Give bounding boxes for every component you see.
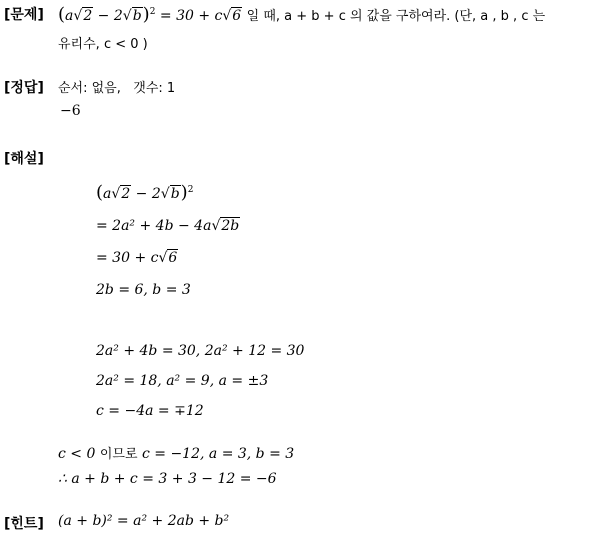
solution-line-9: ∴ a + b + c = 3 + 3 − 12 = −6 — [58, 471, 277, 487]
solution-line-2-rad: 2b — [221, 218, 240, 234]
solution-line-8 — [58, 443, 294, 462]
solution-line-4: 2b = 6, b = 3 — [96, 282, 191, 298]
solution-line-1: $(a√2 - 2√b)^2$ — [96, 182, 194, 203]
solution-line-8-connector: 이므로 — [99, 447, 138, 462]
answer-label: [정답] — [4, 80, 44, 96]
answer-value: −6 — [60, 103, 81, 119]
solution-line-7: c = −4a = ∓12 — [96, 403, 204, 419]
solution-line-5: 2a² + 4b = 30, 2a² + 12 = 30 — [96, 343, 305, 359]
hint-label: [힌트] — [4, 516, 44, 532]
answer-meta — [58, 77, 175, 96]
problem-label: [문제] — [4, 7, 44, 23]
solution-line-3-rad: 6 — [168, 250, 178, 266]
solution-line-8-cond: c < 0 — [58, 446, 96, 462]
hint-formula: (a + b)² = a² + 2ab + b² — [58, 513, 230, 529]
problem-condition: 유리수, c < 0 ) — [58, 37, 148, 52]
problem-equation-rhs: = 30 + c — [159, 8, 223, 24]
solution-line-2: = 2a² + 4b − 4a√2b — [96, 218, 240, 234]
solution-line-3-text: = 30 + c — [96, 250, 159, 266]
problem-statement: $(a√2 - 2√b)^2 = 30 + c√6$ 일 때, a + b + c 의 값을 구하여라. (단, a , b , c 는 — [58, 4, 546, 25]
solution-line-3: = 30 + c√6 — [96, 250, 178, 266]
solution-line-8-values: c = −12, a = 3, b = 3 — [141, 446, 295, 462]
solution-line-6: 2a² = 18, a² = 9, a = ±3 — [96, 373, 269, 389]
solution-label: [해설] — [4, 151, 44, 167]
problem-rad-6: 6 — [232, 8, 242, 24]
solution-line-1-exponent: 2 — [187, 185, 194, 195]
solution-line-2-text: = 2a² + 4b − 4a — [96, 218, 212, 234]
answer-count: 갯수: 1 — [133, 81, 176, 96]
answer-order: 순서: 없음, — [58, 81, 121, 96]
problem-text: 일 때, a + b + c 의 값을 구하여라. (단, a , b , c 는 — [246, 9, 546, 24]
